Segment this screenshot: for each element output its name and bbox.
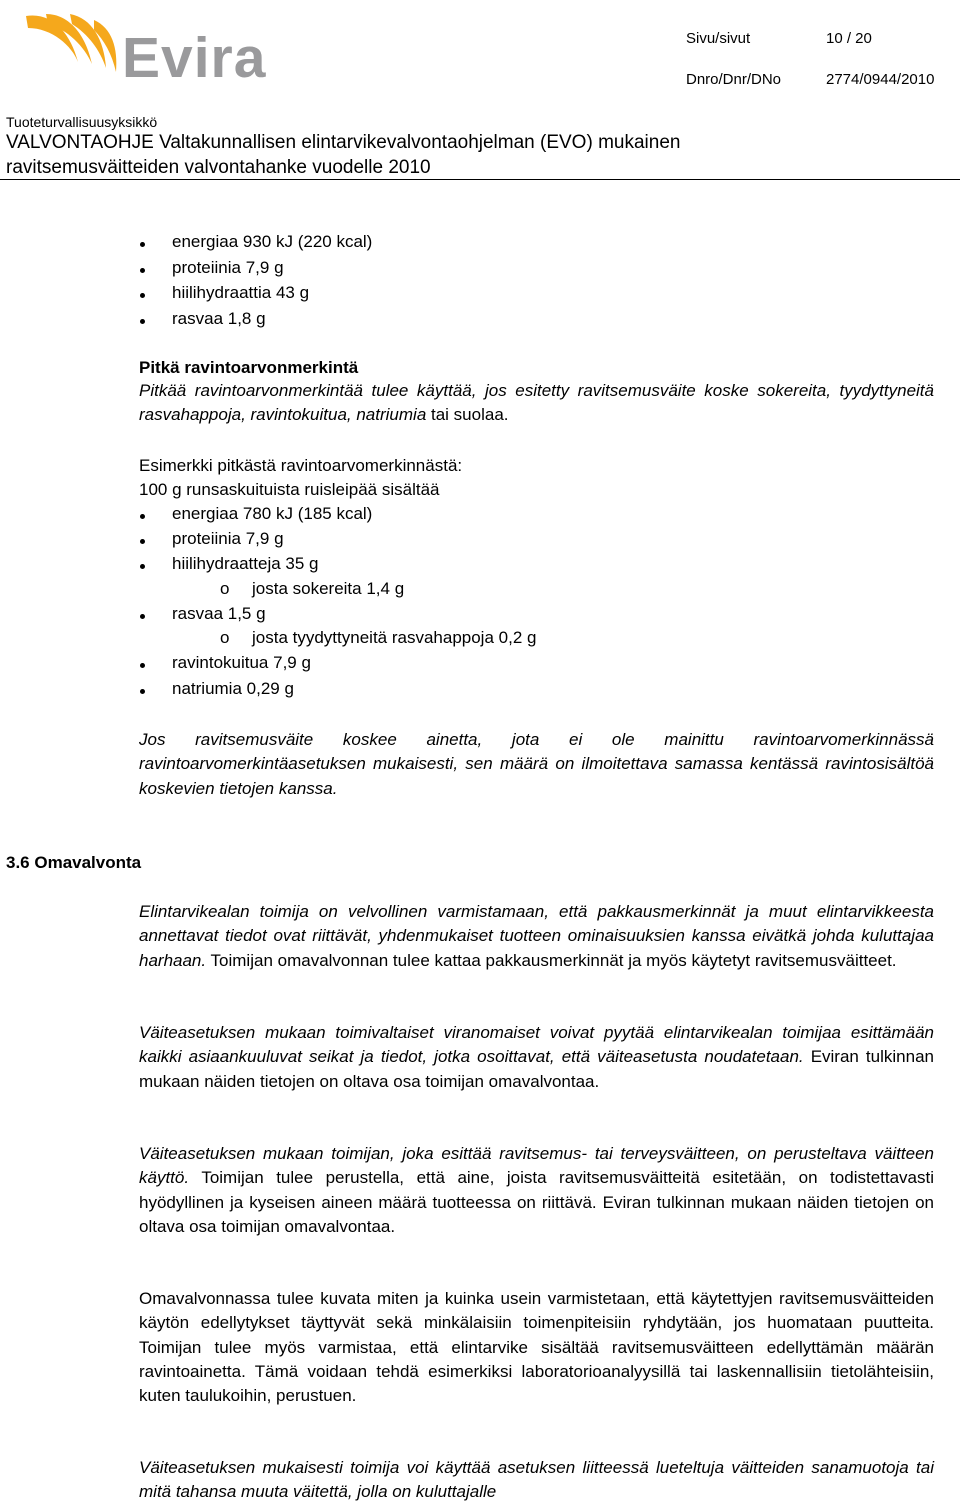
paragraph-3-plain: Toimijan tulee perustella, että aine, joista ravitsemusväitteitä esitetään, on todistettavasti hyödyllinen ja kyseisen aineen määrä tuotteessa on riittävä. Eviran tulkinnan mukaan näiden tietojen on oltava osa toimijan omavalvontaa. bbox=[139, 1168, 934, 1236]
bullet-icon bbox=[140, 663, 145, 668]
paragraph-1-plain: Toimijan omavalvonnan tulee kattaa pakkausmerkinnät ja myös käytetyt ravitsemusväitteet. bbox=[206, 950, 897, 970]
paragraph-2-italic: Väiteasetuksen mukaan toimivaltaiset viranomaiset voivat pyytää elintarvikealan toimijaa esittämään kaikki asiaankuuluvat seikat ja tiedot, jotka osoittavat, että väiteasetusta noudatetaan. bbox=[139, 1023, 934, 1067]
bullet-icon bbox=[140, 564, 145, 569]
list-item: energiaa 930 kJ (220 kcal) bbox=[172, 232, 373, 251]
header-divider bbox=[0, 179, 960, 180]
bullet-icon bbox=[140, 514, 145, 519]
note-italic: Jos ravitsemusväite koskee ainetta, jota ei ole mainittu ravintoarvomerkinnässä ravintoarvomerkintäasetuksen mukaisesti, sen määrä on ilmoitettava samassa kentässä ravintosisältöä koskevien tietojen kanssa. bbox=[139, 730, 934, 798]
sub-bullet-icon: o bbox=[220, 579, 230, 598]
page-label: Sivu/sivut bbox=[686, 30, 751, 47]
paragraph-4: Omavalvonnassa tulee kuvata miten ja kuinka usein varmistetaan, että käytettyjen ravitsemusväitteiden käytön edellytykset täyttyvät sekä minkälaisiin toimenpiteisiin ryhdytään, jos huomataan puutteita. Toimijan tulee myös varmistaa, että elintarvike sisältää ravitsemusväitteen edellyttämän määrän ravintoainetta. Tämä voidaan tehdä esimerkiksi laboratorioanalyysillä tai laskennallisiin tietolähteisiin, kuten taulukoihin, perustuen. bbox=[139, 1289, 934, 1406]
list-item: rasvaa 1,5 g bbox=[172, 604, 266, 623]
document-title-line2: ravitsemusväitteiden valvontahanke vuodelle 2010 bbox=[6, 157, 431, 178]
sub-bullet-icon: o bbox=[220, 628, 230, 647]
paragraph-2 bbox=[139, 1021, 934, 1094]
long-labelling-heading: Pitkä ravintoarvonmerkintä bbox=[139, 358, 359, 377]
paragraph-5 bbox=[139, 1456, 934, 1505]
dnro-label: Dnro/Dnr/DNo bbox=[686, 71, 782, 88]
bullet-icon bbox=[140, 689, 145, 694]
example-intro: Esimerkki pitkästä ravintoarvomerkinnästä: bbox=[139, 456, 463, 475]
document-title-line1: VALVONTAOHJE Valtakunnallisen elintarvikevalvontaohjelman (EVO) mukainen bbox=[6, 132, 681, 153]
paragraph-3 bbox=[139, 1142, 934, 1239]
long-labelling-italic: Pitkää ravintoarvonmerkintää tulee käyttää, jos esitetty ravitsemusväite koske sokereita, tyydyttyneitä rasvahappoja, ravintokuitua, natriumia bbox=[139, 381, 934, 425]
sub-list-item: josta tyydyttyneitä rasvahappoja 0,2 g bbox=[252, 628, 537, 647]
list-item: rasvaa 1,8 g bbox=[172, 309, 266, 328]
bullet-icon bbox=[140, 539, 145, 544]
header-unit: Tuoteturvallisuusyksikkö bbox=[6, 114, 158, 130]
dnro-value: 2774/0944/2010 bbox=[826, 71, 935, 88]
list-item: proteiinia 7,9 g bbox=[172, 258, 284, 277]
long-labelling-paragraph bbox=[139, 379, 934, 428]
bullet-icon bbox=[140, 242, 145, 247]
list-item: proteiinia 7,9 g bbox=[172, 529, 284, 548]
logo-wordmark: Evira bbox=[122, 26, 267, 90]
paragraph-5-italic: Väiteasetuksen mukaisesti toimija voi käyttää asetuksen liitteessä lueteltuja väitteiden sanamuotoja tai mitä tahansa muuta väitettä, jolla on kuluttajalle bbox=[139, 1458, 934, 1502]
list-item: ravintokuitua 7,9 g bbox=[172, 653, 311, 672]
list-item: energiaa 780 kJ (185 kcal) bbox=[172, 504, 373, 523]
page-number: 10 / 20 bbox=[826, 30, 872, 47]
evira-logo bbox=[22, 10, 272, 90]
note-paragraph bbox=[139, 728, 934, 801]
bullet-icon bbox=[140, 614, 145, 619]
evira-logo-emblem-icon bbox=[22, 10, 132, 90]
list-item: hiilihydraatteja 35 g bbox=[172, 554, 319, 573]
list-item: hiilihydraattia 43 g bbox=[172, 283, 310, 302]
bullet-icon bbox=[140, 268, 145, 273]
list-item: natriumia 0,29 g bbox=[172, 679, 294, 698]
bullet-icon bbox=[140, 319, 145, 324]
paragraph-3-italic: Väiteasetuksen mukaan toimijan, joka esittää ravitsemus- tai terveysväitteen, on perusteltava väitteen käyttö. bbox=[139, 1144, 934, 1188]
paragraph-1 bbox=[139, 900, 934, 973]
paragraph-2-plain: Eviran tulkinnan mukaan näiden tietojen on oltava osa toimijan omavalvontaa. bbox=[139, 1047, 934, 1091]
section-heading: 3.6 Omavalvonta bbox=[6, 853, 142, 872]
sub-list-item: josta sokereita 1,4 g bbox=[252, 579, 405, 598]
long-labelling-plain: tai suolaa. bbox=[426, 405, 509, 425]
paragraph-1-italic: Elintarvikealan toimija on velvollinen varmistamaan, että pakkausmerkinnät ja muut elintarvikkeesta annettavat tiedot ovat riittävät, yhdenmukaiset tuotteen ominaisuuksien kanssa eivätkä johda kuluttajaa harhaan. bbox=[139, 902, 934, 970]
bullet-icon bbox=[140, 293, 145, 298]
example-product: 100 g runsaskuituista ruisleipää sisältää bbox=[139, 480, 440, 499]
